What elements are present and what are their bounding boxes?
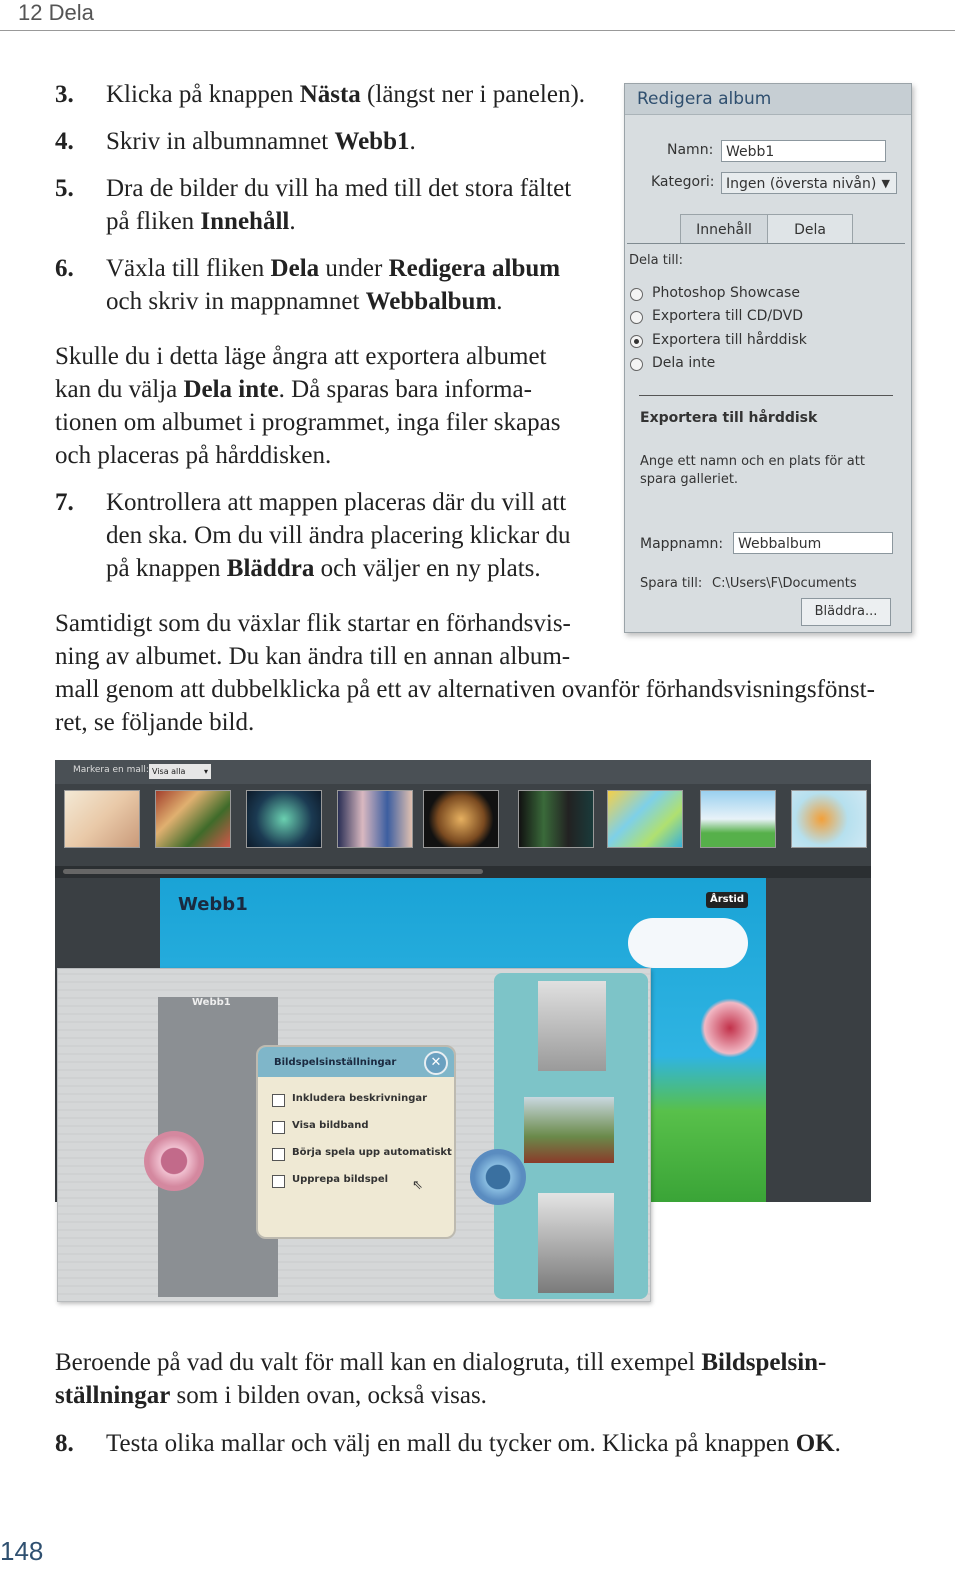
tab-content[interactable]: Innehåll xyxy=(680,214,768,244)
template-toolbar xyxy=(55,760,871,784)
paragraph-3-line1: Beroende på vad du valt för mall kan en dialogruta, till exempel Bildspelsin- xyxy=(55,1349,827,1376)
template-thumbnail[interactable] xyxy=(518,790,594,848)
scrollbar-thumb[interactable] xyxy=(63,869,483,874)
step-text-line3: på knappen Bläddra och väljer en ny plats. xyxy=(106,555,541,582)
folder-name-label: Mappnamn: xyxy=(640,536,724,552)
step-text-line2: på fliken Innehåll. xyxy=(106,208,296,235)
instruction-line1: Ange ett namn och en plats för att xyxy=(640,454,865,469)
checkbox-include-descriptions[interactable] xyxy=(272,1094,285,1107)
instruction-line2: spara galleriet. xyxy=(640,472,739,487)
dialog-titlebar xyxy=(625,84,911,115)
header-rule xyxy=(0,30,955,31)
radio-export-cd-dvd[interactable] xyxy=(630,311,643,324)
name-label: Namn: xyxy=(667,142,714,158)
step-number: 6. xyxy=(55,255,74,282)
checkbox-autoplay[interactable] xyxy=(272,1148,285,1161)
folder-name-field[interactable]: Webbalbum xyxy=(733,532,893,554)
paragraph-2-line3: mall genom att dubbelklicka på ett av alternativen ovanför förhandsvisningsfönst- xyxy=(55,676,875,703)
radio-share-none[interactable] xyxy=(630,358,643,371)
photo-candles xyxy=(538,981,606,1071)
step-text: Skriv in albumnamnet Webb1. xyxy=(106,128,416,155)
step-number: 5. xyxy=(55,175,74,202)
flower-decoration xyxy=(700,998,760,1058)
save-to-label: Spara till: xyxy=(640,576,703,591)
checkbox-label: Inkludera beskrivningar xyxy=(292,1093,428,1104)
step-text-line2: och skriv in mappnamnet Webbalbum. xyxy=(106,288,503,315)
paragraph-1-line4: och placeras på hårddisken. xyxy=(55,442,332,469)
chevron-down-icon: ▾ xyxy=(203,767,208,776)
cloud-shape xyxy=(628,918,748,968)
category-label: Kategori: xyxy=(651,174,715,190)
radio-photoshop-showcase[interactable] xyxy=(630,288,643,301)
paragraph-3-line2: ställningar som i bilden ovan, också visas. xyxy=(55,1382,487,1409)
checkbox-label: Upprepa bildspel xyxy=(292,1174,389,1185)
section-rule xyxy=(639,395,893,396)
template-thumbnail[interactable] xyxy=(337,790,413,848)
share-to-label: Dela till: xyxy=(629,253,684,268)
checkbox-show-filmstrip[interactable] xyxy=(272,1121,285,1134)
template-thumbnail[interactable] xyxy=(700,790,776,848)
step-text-line2: den ska. Om du vill ändra placering klickar du xyxy=(106,522,571,549)
thumbnail-scrollbar[interactable] xyxy=(55,866,871,878)
template-thumbnail[interactable] xyxy=(791,790,867,848)
photo-stove xyxy=(538,1193,614,1293)
template-thumbnail[interactable] xyxy=(155,790,231,848)
step-text-line1: Dra de bilder du vill ha med till det stora fältet xyxy=(106,175,572,202)
template-label: Markera en mall: xyxy=(73,765,149,775)
template-thumbnail[interactable] xyxy=(246,790,322,848)
template-thumbnail[interactable] xyxy=(423,790,499,848)
template-select[interactable]: Visa alla ▾ xyxy=(149,764,211,779)
tab-divider xyxy=(627,243,905,244)
page-number: 148 xyxy=(0,1536,44,1566)
cursor-icon: ⇖ xyxy=(412,1177,423,1192)
save-to-path: C:\Users\F\Documents xyxy=(712,576,857,591)
step-text-line1: Kontrollera att mappen placeras där du vill att xyxy=(106,489,567,516)
template-thumbnail[interactable] xyxy=(64,790,140,848)
browse-button[interactable]: Bläddra... xyxy=(801,598,891,626)
checkbox-label: Börja spela upp automatiskt xyxy=(292,1147,452,1158)
radio-export-harddisk[interactable] xyxy=(630,335,643,348)
dialog-title: Redigera album xyxy=(637,89,772,109)
step-text: Klicka på knappen Nästa (längst ner i panelen). xyxy=(106,81,586,108)
slideshow-dialog-header xyxy=(258,1047,454,1077)
step-number: 7. xyxy=(55,489,74,516)
step-number: 8. xyxy=(55,1430,74,1457)
template-thumbnail[interactable] xyxy=(607,790,683,848)
running-head: 12 Dela xyxy=(18,0,94,25)
step-text-line1: Växla till fliken Dela under Redigera album xyxy=(106,255,561,282)
paragraph-2-line1: Samtidigt som du växlar flik startar en förhandsvis- xyxy=(55,610,571,637)
option-label: Exportera till CD/DVD xyxy=(652,308,803,324)
close-icon[interactable]: ✕ xyxy=(424,1051,448,1075)
name-field[interactable]: Webb1 xyxy=(721,140,886,162)
checkbox-label: Visa bildband xyxy=(292,1120,369,1131)
chevron-down-icon: ▼ xyxy=(881,177,890,190)
option-label: Dela inte xyxy=(652,355,716,371)
section-title: Exportera till hårddisk xyxy=(640,410,818,426)
checkbox-repeat-slideshow[interactable] xyxy=(272,1175,285,1188)
template-thumbnails xyxy=(55,784,871,866)
tab-share[interactable]: Dela xyxy=(767,214,853,244)
step-number: 3. xyxy=(55,81,74,108)
category-select[interactable]: Ingen (översta nivån) ▼ xyxy=(721,172,897,194)
inner-album-title: Webb1 xyxy=(192,997,231,1008)
paragraph-2-line4: ret, se följande bild. xyxy=(55,709,255,736)
option-label: Photoshop Showcase xyxy=(652,285,800,301)
step-number: 4. xyxy=(55,128,74,155)
edit-album-dialog xyxy=(624,83,912,633)
paragraph-1-line3: tionen om albumet i programmet, inga filer skapas xyxy=(55,409,561,436)
slideshow-settings-dialog xyxy=(256,1045,456,1239)
album-title: Webb1 xyxy=(178,894,248,915)
paragraph-1-line2: kan du välja Dela inte. Då sparas bara informa- xyxy=(55,376,532,403)
paragraph-2-line2: ning av albumet. Du kan ändra till en annan album- xyxy=(55,643,571,670)
option-label: Exportera till hårddisk xyxy=(652,332,807,348)
album-template-overlay xyxy=(57,968,651,1302)
paragraph-1-line1: Skulle du i detta läge ångra att exportera albumet xyxy=(55,343,547,370)
slideshow-dialog-title: Bildspelsinställningar xyxy=(274,1057,397,1068)
flower-decoration xyxy=(470,1149,526,1205)
flower-decoration xyxy=(144,1131,204,1191)
photo-house xyxy=(524,1097,614,1163)
step-text: Testa olika mallar och välj en mall du tycker om. Klicka på knappen OK. xyxy=(106,1430,841,1457)
season-badge[interactable]: Årstid xyxy=(706,892,748,908)
